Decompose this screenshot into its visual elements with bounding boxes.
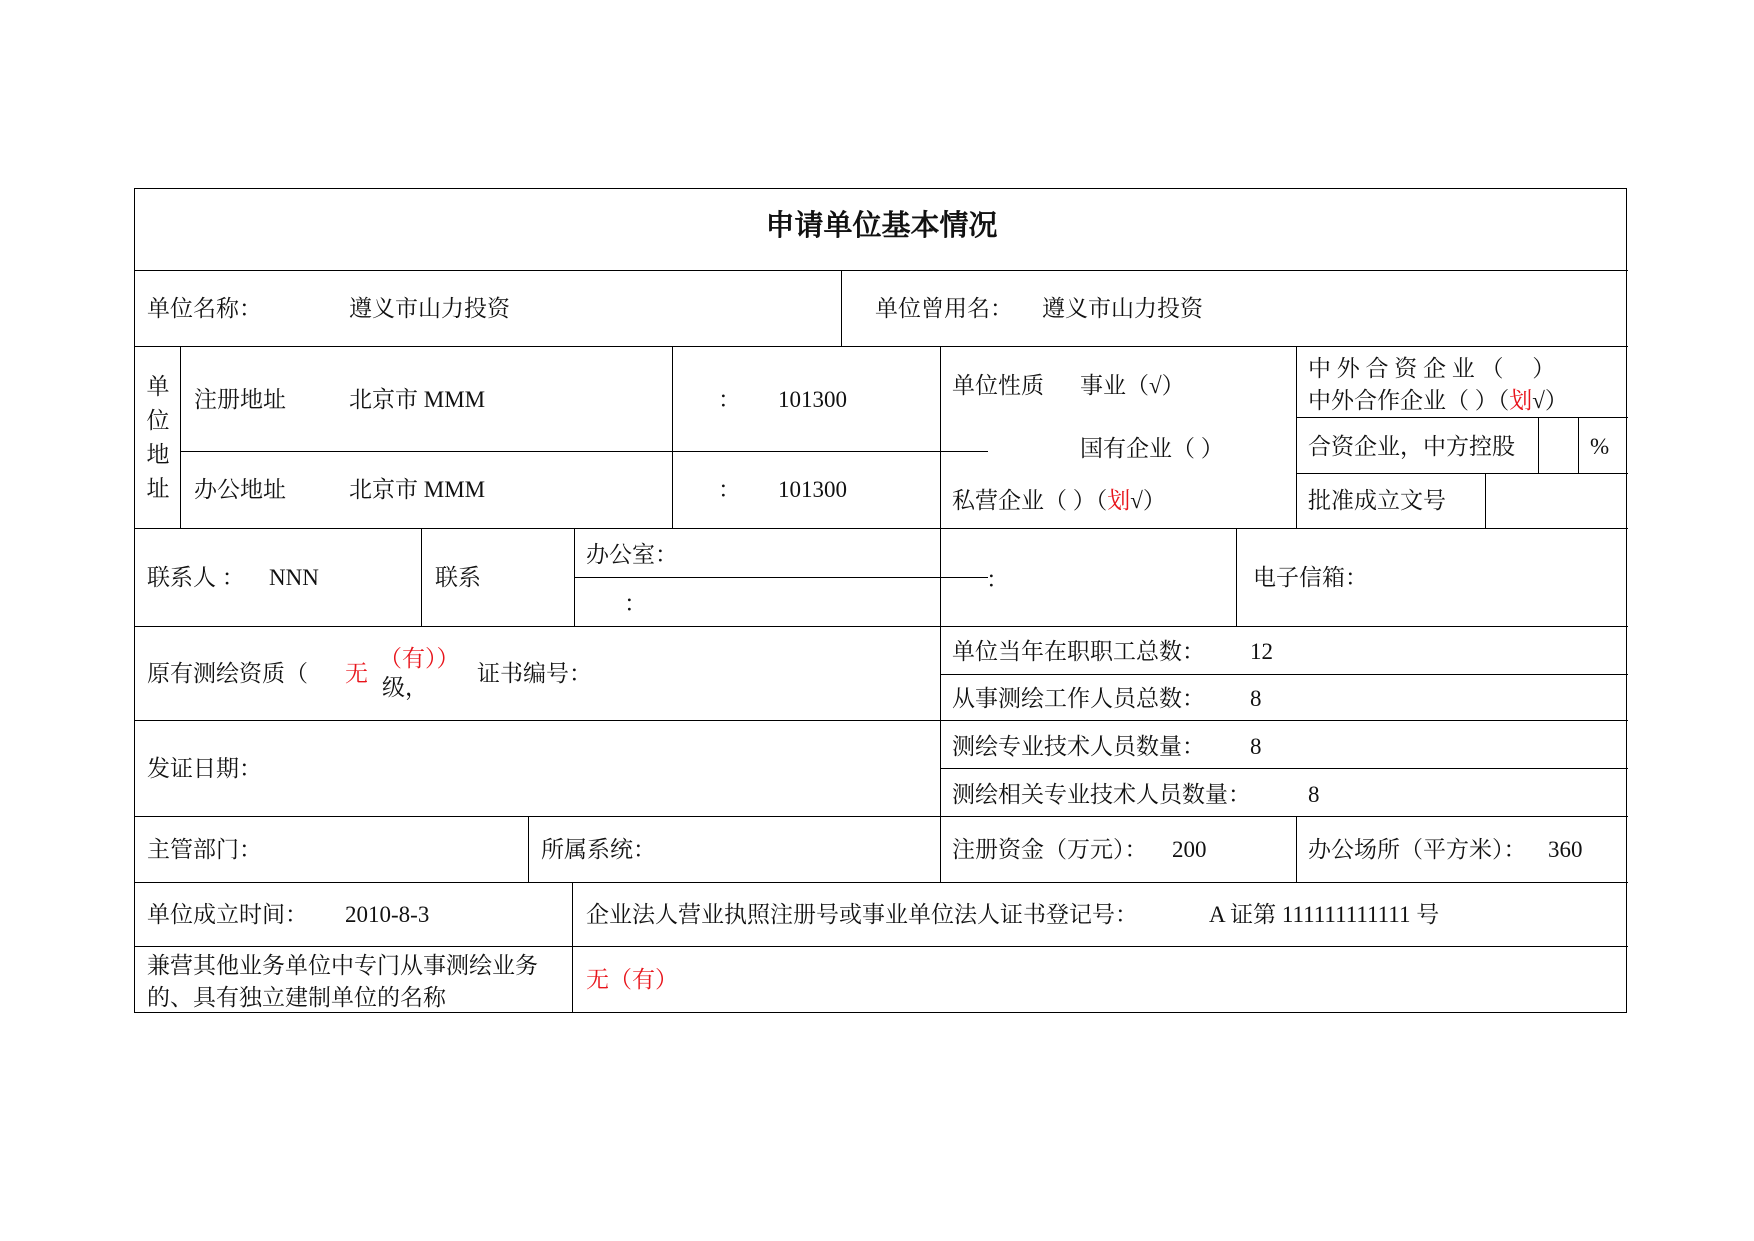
supervising-dept-label: 主管部门： — [147, 837, 262, 862]
row-divider — [940, 674, 1628, 675]
col-divider — [421, 528, 422, 626]
registered-postcode-sep: ： — [718, 387, 741, 412]
row-divider — [135, 528, 1628, 529]
address-group-label: 单位地址 — [146, 374, 170, 501]
former-name-value: 遵义市山力投资 — [1042, 296, 1203, 321]
approval-doc-label: 批准成立文号 — [1308, 488, 1446, 513]
col-divider — [672, 346, 673, 528]
col-divider — [1578, 417, 1579, 473]
col-divider — [574, 528, 575, 626]
office-postcode-sep: ： — [718, 477, 741, 502]
established-label: 单位成立时间： — [147, 902, 308, 927]
row-divider — [940, 768, 1628, 769]
coop-text-pre: 中外合作企业（ ）（ — [1308, 388, 1510, 413]
license-label: 企业法人营业执照注册号或事业单位法人证书登记号： — [586, 902, 1138, 927]
registered-address-label: 注册地址 — [194, 387, 286, 412]
qualification-level: 级， — [382, 675, 428, 700]
row-divider — [135, 270, 1628, 271]
staff-related-label: 测绘相关专业技术人员数量： — [952, 782, 1251, 807]
certificate-number-label: 证书编号： — [477, 661, 592, 686]
nature-state-owned: 国有企业（ ） — [1080, 436, 1224, 461]
private-text-post: √） — [1130, 488, 1166, 513]
private-mark: 划 — [1107, 488, 1131, 513]
private-text-pre: 私营企业（ ）（ — [952, 488, 1108, 513]
nature-public-institution: 事业（√） — [1080, 373, 1185, 398]
registered-capital-label: 注册资金（万元）： — [952, 837, 1148, 862]
system-label: 所属系统： — [541, 837, 656, 862]
office-area-label: 办公场所（平方米）： — [1308, 837, 1527, 862]
issue-date-label: 发证日期： — [147, 756, 262, 781]
contact-phone-label: 联系 — [435, 565, 481, 590]
registered-postcode: 101300 — [778, 387, 847, 412]
qualification-have — [379, 645, 460, 672]
office-phone-label: 办公室： — [586, 542, 678, 567]
staff-tech-label: 测绘专业技术人员数量： — [952, 734, 1205, 759]
col-divider — [528, 816, 529, 882]
unit-name-label: 单位名称： — [147, 296, 262, 321]
col-divider — [1538, 417, 1539, 473]
staff-survey-label: 从事测绘工作人员总数： — [952, 686, 1205, 711]
established-value: 2010-8-3 — [345, 902, 430, 927]
office-postcode: 101300 — [778, 477, 847, 502]
jv-percent: % — [1590, 434, 1610, 459]
qualification-have-text: （有）） — [379, 646, 460, 671]
other-unit-value: 无（有） — [586, 967, 678, 992]
row-divider — [180, 451, 988, 452]
registered-capital-value: 200 — [1172, 837, 1207, 862]
col-divider — [572, 882, 573, 1012]
row-divider — [135, 346, 1628, 347]
license-value: A 证第 111111111111 号 — [1209, 902, 1440, 927]
col-divider — [1485, 473, 1486, 528]
form-title: 申请单位基本情况 — [765, 210, 998, 242]
col-divider — [841, 270, 842, 346]
office-address-value: 北京市 MMM — [349, 477, 486, 502]
nature-label: 单位性质 — [952, 373, 1044, 398]
qualification-none: 无 — [345, 661, 368, 686]
jv-holding-label: 合资企业，中方控股 — [1308, 434, 1515, 459]
staff-total-label: 单位当年在职职工总数： — [952, 639, 1205, 664]
row-divider — [135, 946, 1628, 947]
contact-person-value: NNN — [269, 565, 319, 590]
contact-person-label: 联系人 ： — [147, 565, 245, 590]
col-divider — [1296, 346, 1297, 528]
former-name-label: 单位曾用名： — [875, 296, 1013, 321]
staff-total-value: 12 — [1250, 639, 1273, 664]
qualification-label: 原有测绘资质（ — [147, 661, 308, 686]
col-divider — [940, 346, 941, 882]
registered-address-value: 北京市 MMM — [349, 387, 486, 412]
nature-coop — [1308, 387, 1568, 414]
staff-survey-value: 8 — [1250, 686, 1262, 711]
unit-name-value: 遵义市山力投资 — [349, 296, 510, 321]
row-divider — [574, 577, 988, 578]
nature-sino-foreign-jv: 中 外 合 资 企 业 （ ） — [1308, 356, 1556, 381]
other-unit-label: 兼营其他业务单位中专门从事测绘业务的、具有独立建制单位的名称 — [147, 953, 538, 1010]
staff-related-value: 8 — [1308, 782, 1320, 807]
coop-mark: 划 — [1509, 388, 1533, 413]
contact-colon: ： — [624, 591, 647, 616]
col-divider — [180, 346, 181, 528]
row-divider — [135, 882, 1628, 883]
office-address-label: 办公地址 — [194, 477, 286, 502]
row-divider — [135, 816, 1628, 817]
email-label: 电子信箱： — [1253, 565, 1368, 590]
office-area-value: 360 — [1548, 837, 1583, 862]
coop-text-post: √） — [1532, 388, 1568, 413]
nature-private — [952, 487, 1166, 514]
col-divider — [1296, 816, 1297, 882]
contact-colon: ： — [986, 567, 1009, 592]
row-divider — [135, 626, 1628, 627]
application-form — [134, 188, 1627, 1013]
staff-tech-value: 8 — [1250, 734, 1262, 759]
row-divider — [135, 720, 1628, 721]
col-divider — [1236, 528, 1237, 626]
row-divider — [1296, 473, 1628, 474]
